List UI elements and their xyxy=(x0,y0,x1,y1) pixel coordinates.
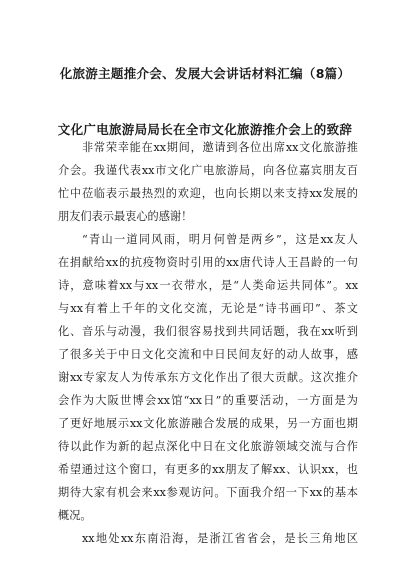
text-line: 诗，意味着xx与xx一衣带水，是“人类命运共同体”。xx xyxy=(58,279,358,292)
text-line: 期待大家有机会来xx参观访问。下面我介绍一下xx的基本 xyxy=(58,486,358,499)
text-line: 介会。我谨代表xx市文化广电旅游局，向各位嘉宾朋友百 xyxy=(58,164,358,177)
text-line: 在捐献给xx的抗疫物资时引用的xx唐代诗人王昌龄的一句 xyxy=(58,256,358,269)
text-line: 非常荣幸能在xx期间，邀请到各位出席xx文化旅游推 xyxy=(82,141,358,154)
text-line: 了更好地展示xx文化旅游融合发展的成果，另一方面也期 xyxy=(58,417,358,430)
text-line: 了很多关于中日文化交流和中日民间友好的动人故事，感 xyxy=(58,348,358,361)
document-title: 化旅游主题推介会、发展大会讲话材料汇编（8篇） xyxy=(59,66,351,81)
text-line: 会作为大阪世博会xx馆“xx日”的重要活动，一方面是为 xyxy=(58,394,358,407)
body-text xyxy=(58,136,358,550)
text-line: 忙中莅临表示最热烈的欢迎，也向长期以来支持xx发展的 xyxy=(58,187,358,200)
text-line: “青山一道同风雨，明月何曾是两乡”，这是xx友人 xyxy=(82,233,358,246)
text-line: 与xx有着上千年的文化交流，无论是“诗书画印”、茶文 xyxy=(58,302,358,315)
text-line: 谢xx专家友人为传承东方文化作出了很大贡献。这次推介 xyxy=(58,371,358,384)
text-line: 希望通过这个窗口，有更多的xx朋友了解xx、认识xx，也 xyxy=(58,463,358,476)
section-title: 文化广电旅游局局长在全市文化旅游推介会上的致辞 xyxy=(57,122,353,137)
text-line: xx地处xx东南沿海，是浙江省省会，是长三角地区 xyxy=(82,532,358,545)
text-line: 朋友们表示最衷心的感谢！ xyxy=(58,210,193,223)
text-line: 待以此作为新的起点深化中日在文化旅游领域交流与合作 xyxy=(58,440,358,453)
text-line: 概况。 xyxy=(58,509,92,522)
text-line: 化、音乐与动漫，我们很容易找到共同话题，我在xx听到 xyxy=(58,325,358,338)
